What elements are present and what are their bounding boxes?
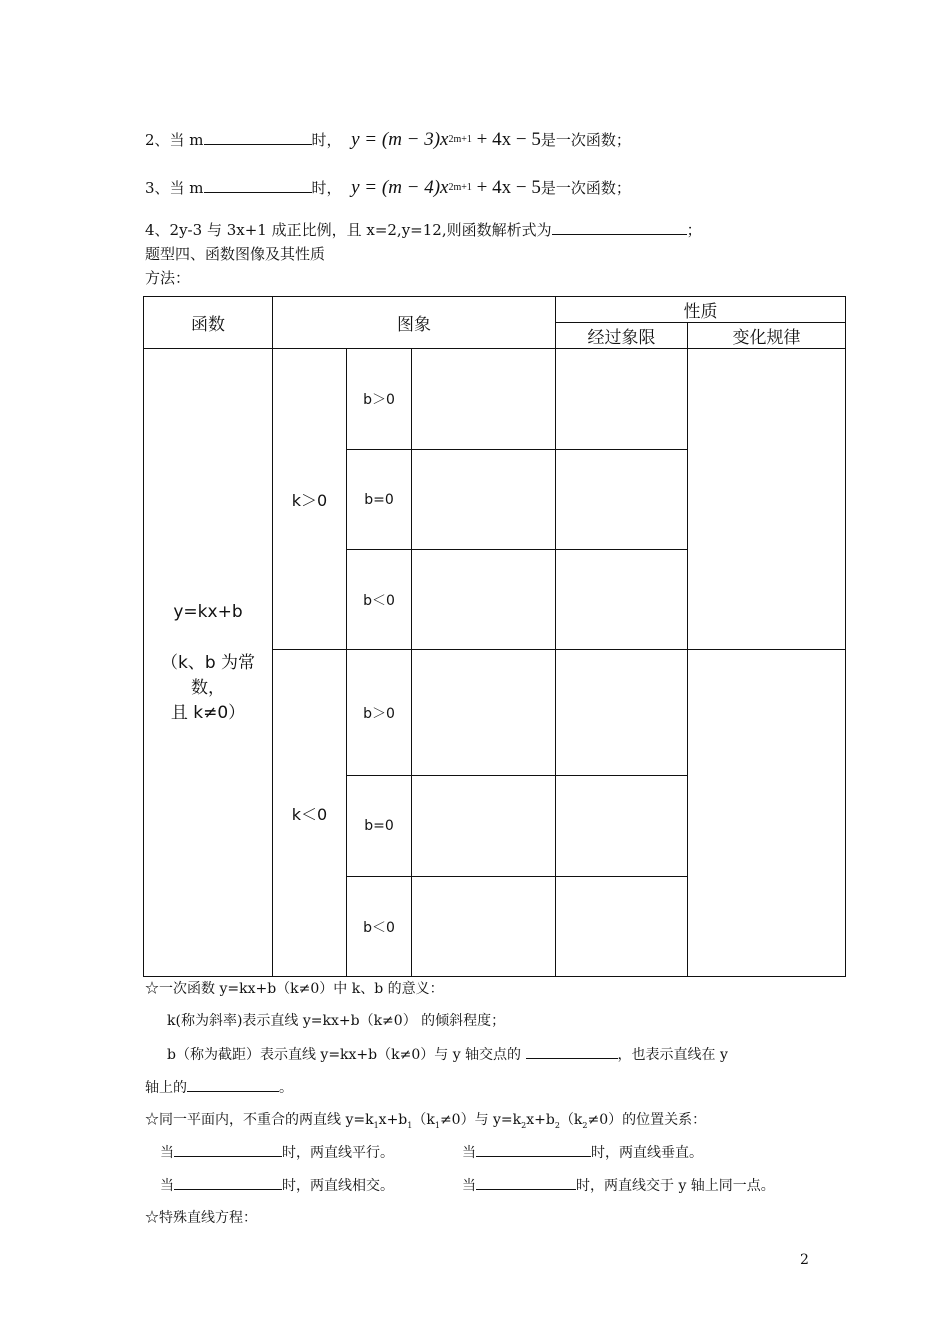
question-4: [145, 220, 702, 240]
question-3: [145, 178, 631, 198]
properties-table: [143, 296, 846, 977]
q3-prefix: 3、当 m: [145, 179, 204, 197]
graph-cell: [412, 776, 556, 877]
function-note-3: 且 k≠0）: [170, 702, 246, 723]
same-y-condition: 当 时，两直线交于 y 轴上同一点。: [462, 1175, 775, 1196]
q4-end: ；: [686, 221, 702, 239]
q4-text: 4、2y-3 与 3x+1 成正比例，且 x=2,y=12,则函数解析式为: [145, 221, 552, 239]
b-positive-cell: b＞0: [347, 650, 412, 776]
graph-cell: [412, 877, 556, 977]
perpendicular-condition: 当 时，两直线垂直。: [462, 1142, 703, 1163]
quadrant-cell: [556, 450, 688, 550]
graph-cell: [412, 349, 556, 450]
change-cell-k-negative: [688, 650, 846, 977]
intersection-blank[interactable]: [526, 1044, 618, 1059]
function-cell: [144, 349, 273, 977]
q4-blank[interactable]: [552, 220, 687, 235]
k-negative-cell: k＜0: [273, 650, 347, 977]
special-title: ☆特殊直线方程：: [145, 1210, 257, 1226]
parallel-blank[interactable]: [174, 1142, 282, 1157]
meaning-b-line-2: 轴上的 。: [145, 1077, 293, 1098]
function-expression: y=kx+b: [173, 601, 243, 622]
section-title: 题型四、函数图像及其性质: [145, 245, 326, 263]
meaning-k: k(称为斜率)表示直线 y=kx+b（k≠0） 的倾斜程度；: [167, 1013, 506, 1029]
intersect-condition: 当 时，两直线相交。: [160, 1175, 394, 1196]
q2-prefix: 2、当 m: [145, 131, 204, 149]
graph-cell: [412, 650, 556, 776]
b-zero-cell: b=0: [347, 776, 412, 877]
header-graph: 图象: [273, 297, 556, 349]
intersect-blank[interactable]: [174, 1175, 282, 1190]
function-note-2: 数，: [191, 677, 225, 698]
b-zero-cell: b=0: [347, 450, 412, 550]
same-y-blank[interactable]: [476, 1175, 576, 1190]
q3-formula: $y = (m - 4)x^{2m+1} + 4x - 5$: [351, 177, 541, 198]
header-property: 性质: [556, 297, 846, 323]
graph-cell: [412, 550, 556, 650]
change-cell-k-positive: [688, 349, 846, 650]
perpendicular-blank[interactable]: [476, 1142, 591, 1157]
question-2: [145, 130, 631, 150]
method-label: 方法：: [145, 269, 191, 287]
b-positive-cell: b＞0: [347, 349, 412, 450]
quadrant-cell: [556, 877, 688, 977]
q3-suffix: 是一次函数；: [540, 179, 631, 197]
header-function: 函数: [144, 297, 273, 349]
q3-blank[interactable]: [204, 178, 312, 193]
relation-title: ☆同一平面内，不重合的两直线 $y=k_1x+b_1(k_1\ne 0)$与 $y=k_2x+b_2(k_2\ne 0)$的位置关系：: [145, 1112, 707, 1130]
parallel-condition: 当 时，两直线平行。: [160, 1142, 394, 1163]
meaning-b-line-1: b（称为截距）表示直线 y=kx+b（k≠0）与 y 轴交点的 ，也表示直线在 y: [167, 1044, 728, 1065]
q3-mid: 时，: [311, 179, 342, 197]
header-change: 变化规律: [688, 323, 846, 349]
quadrant-cell: [556, 650, 688, 776]
intercept-blank[interactable]: [187, 1077, 279, 1092]
q2-blank[interactable]: [204, 130, 312, 145]
q2-formula: $y = (m - 3)x^{2m+1} + 4x - 5$: [351, 129, 541, 150]
quadrant-cell: [556, 550, 688, 650]
function-note-1: （k、b 为常: [160, 652, 256, 673]
meaning-title: ☆一次函数 y=kx+b（k≠0）中 k、b 的意义：: [145, 981, 444, 997]
k-positive-cell: k＞0: [273, 349, 347, 650]
page-number: 2: [800, 1252, 809, 1268]
header-quadrants: 经过象限: [556, 323, 688, 349]
q2-suffix: 是一次函数；: [540, 131, 631, 149]
b-negative-cell: b＜0: [347, 877, 412, 977]
quadrant-cell: [556, 349, 688, 450]
q2-mid: 时，: [311, 131, 342, 149]
quadrant-cell: [556, 776, 688, 877]
b-negative-cell: b＜0: [347, 550, 412, 650]
graph-cell: [412, 450, 556, 550]
